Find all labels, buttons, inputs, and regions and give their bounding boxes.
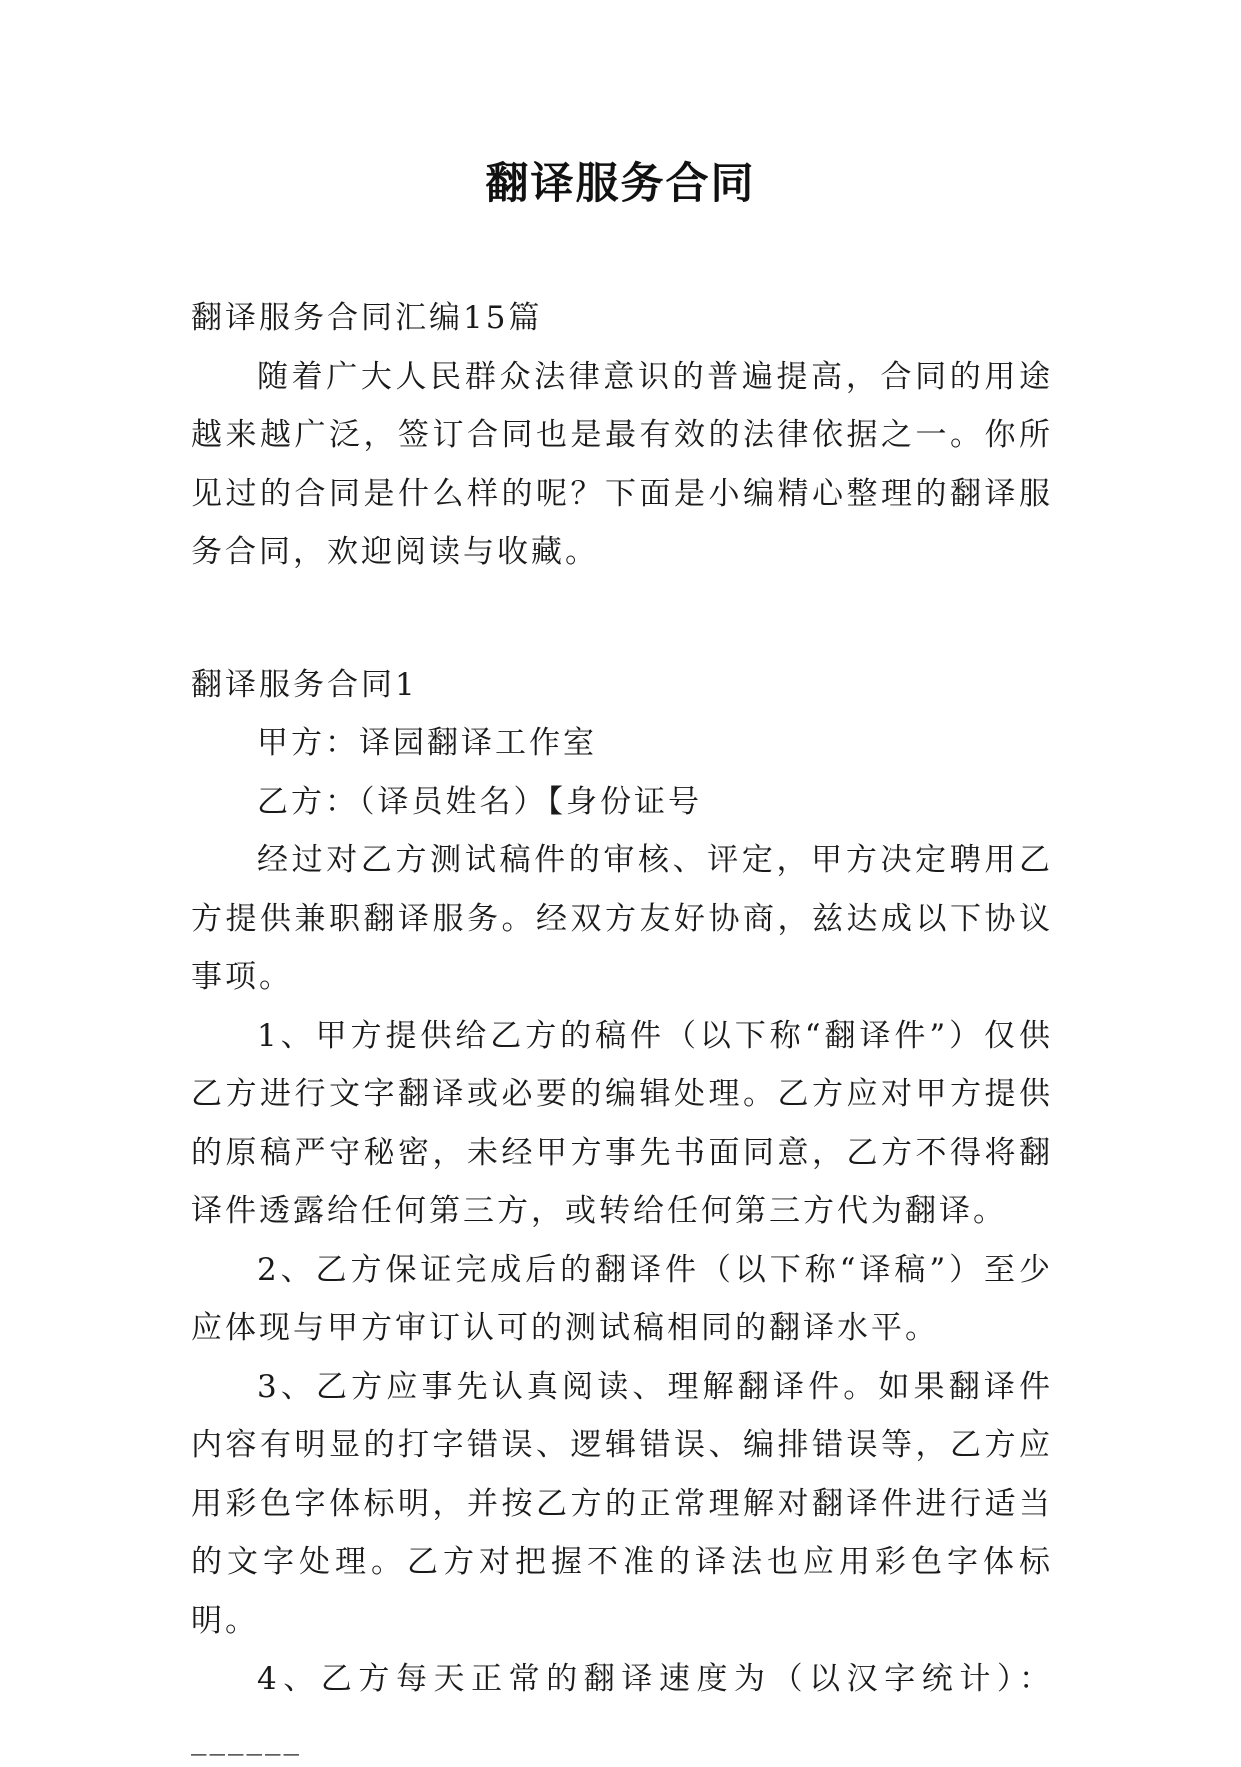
clause-1: 1、甲方提供给乙方的稿件（以下称“翻译件”）仅供乙方进行文字翻译或必要的编辑处理。乙方应对甲方提供的原稿严守秘密，未经甲方事先书面同意，乙方不得将翻译件透露给任何第三方，或转给任何第三方代为翻译。 [191,1017,1053,1229]
document-body [191,289,1053,1767]
party-a-line: 甲方：译园翻译工作室 [257,725,597,761]
clause-3: 3、乙方应事先认真阅读、理解翻译件。如果翻译件内容有明显的打字错误、逻辑错误、编排错误等，乙方应用彩色字体标明，并按乙方的正常理解对翻译件进行适当的文字处理。乙方对把握不准的译法也应用彩色字体标明。 [191,1368,1053,1639]
section-heading: 翻译服务合同1 [191,666,418,703]
party-b-line: 乙方：（译员姓名）【身份证号 [257,783,702,820]
preamble-paragraph: 经过对乙方测试稿件的审核、评定，甲方决定聘用乙方提供兼职翻译服务。经双方友好协商，兹达成以下协议事项。 [191,842,1053,995]
collection-subtitle: 翻译服务合同汇编15篇 [191,300,543,336]
clause-2: 2、乙方保证完成后的翻译件（以下称“译稿”）至少应体现与甲方审订认可的测试稿相同的翻译水平。 [191,1251,1053,1346]
document-title: 翻译服务合同 [485,159,756,209]
section-gap [191,582,1053,656]
clause-4: 4、乙方每天正常的翻译速度为（以汉字统计）：______ [191,1661,1053,1756]
intro-paragraph: 随着广大人民群众法律意识的普遍提高，合同的用途越来越广泛，签订合同也是最有效的法律依据之一。你所见过的合同是什么样的呢？下面是小编精心整理的翻译服务合同，欢迎阅读与收藏。 [191,358,1053,570]
